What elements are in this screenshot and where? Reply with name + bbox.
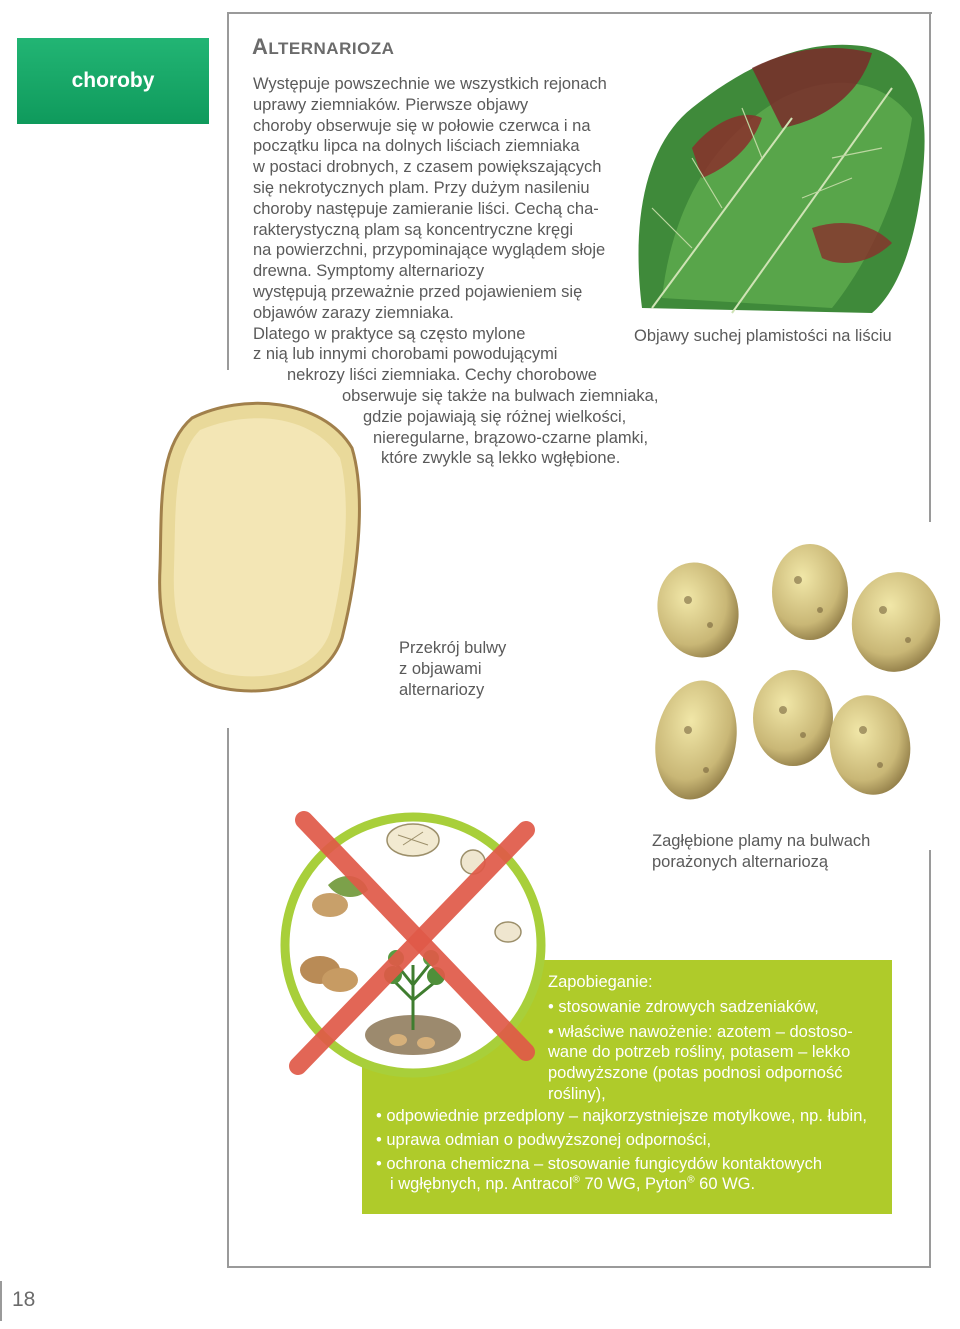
slice-caption-line: Przekrój bulwy bbox=[399, 639, 507, 657]
tubers-caption-line: Zagłębione plamy na bulwach bbox=[652, 832, 871, 850]
slice-caption-line: z objawami bbox=[399, 659, 482, 678]
prevention-list-wide bbox=[376, 1106, 886, 1195]
slice-caption-line: alternariozy bbox=[399, 680, 485, 699]
prevention-item: • odpowiednie przedplony – najkorzystniejsze motylkowe, np. łubin, bbox=[376, 1107, 867, 1125]
frame-top bbox=[228, 12, 932, 14]
body-line: nekrozy liści ziemniaka. Cechy chorobowe bbox=[287, 366, 597, 385]
body-line: które zwykle są lekko wgłębione. bbox=[381, 449, 621, 468]
page-number: 18 bbox=[12, 1288, 36, 1311]
page-number-rule bbox=[0, 1281, 2, 1321]
body-line: w postaci drobnych, z czasem powiększających bbox=[253, 158, 602, 177]
title-rest: LTERNARIOZA bbox=[268, 39, 395, 58]
prevention-item: • stosowanie zdrowych sadzeniaków, bbox=[548, 997, 819, 1016]
leaf-blight-photo bbox=[632, 28, 930, 316]
body-line: nieregularne, brązowo-czarne plamki, bbox=[373, 428, 649, 447]
registered-mark: ® bbox=[572, 1174, 580, 1186]
frame-bottom bbox=[227, 1266, 931, 1268]
potato-slice-photo bbox=[152, 398, 362, 696]
tubers-photo bbox=[648, 540, 948, 820]
body-line: Występuje powszechnie we wszystkich rejonach bbox=[253, 75, 607, 93]
body-line: na powierzchni, przypominające wyglądem słoje bbox=[253, 241, 606, 260]
body-line: choroby obserwuje się w połowie czerwca i na bbox=[253, 116, 591, 135]
body-line: obserwuje się także na bulwach ziemniaka, bbox=[342, 386, 659, 405]
prevention-last-suffix: 60 WG. bbox=[694, 1175, 756, 1194]
prevention-item-last bbox=[376, 1174, 886, 1195]
frame-left-lower bbox=[227, 728, 229, 1268]
body-line: rakterystyczną plam są koncentryczne kręgi bbox=[253, 220, 574, 239]
prevention-item: • uprawa odmian o podwyższonej odporności, bbox=[376, 1130, 712, 1149]
prevention-item: wane do potrzeb rośliny, potasem – lekko bbox=[548, 1043, 851, 1062]
title-initial: A bbox=[252, 34, 269, 59]
registered-mark: ® bbox=[687, 1174, 695, 1186]
prevention-list bbox=[548, 972, 883, 1105]
tubers-caption bbox=[652, 831, 870, 873]
body-line: choroby następuje zamieranie liści. Cechą cha- bbox=[253, 199, 599, 218]
body-line: początku lipca na dolnych liściach ziemniaka bbox=[253, 137, 580, 156]
prevention-last-middle: 70 WG, Pyton bbox=[579, 1175, 688, 1194]
page-title bbox=[252, 34, 394, 60]
body-line: występują przeważnie przed pojawieniem się bbox=[253, 282, 583, 301]
body-line: drewna. Symptomy alternariozy bbox=[253, 262, 485, 281]
frame-left bbox=[227, 12, 229, 370]
leaf-caption: Objawy suchej plamistości na liściu bbox=[634, 327, 892, 345]
prevention-item: • właściwe nawożenie: azotem – dostoso- bbox=[548, 1022, 853, 1041]
body-line: Dlatego w praktyce są często mylone bbox=[253, 324, 526, 343]
body-line: się nekrotycznych plam. Przy dużym nasileniu bbox=[253, 178, 590, 197]
body-line: gdzie pojawiają się różnej wielkości, bbox=[363, 407, 627, 426]
prevention-item: podwyższone (potas podnosi odporność bbox=[548, 1064, 843, 1083]
section-tab: choroby bbox=[17, 38, 209, 124]
body-line: z nią lub innymi chorobami powodującymi bbox=[253, 345, 558, 364]
frame-right-lower bbox=[929, 850, 931, 1268]
prevention-last-prefix: i wgłębnych, np. Antracol bbox=[390, 1175, 573, 1194]
slice-caption bbox=[399, 638, 506, 700]
prevention-item: rośliny), bbox=[548, 1084, 606, 1103]
tubers-caption-line: porażonych alternariozą bbox=[652, 852, 829, 871]
prevention-item: • ochrona chemiczna – stosowanie fungicydów kontaktowych bbox=[376, 1154, 823, 1173]
disease-cycle-crossed-icon bbox=[268, 800, 558, 1090]
body-line: objawów zarazy ziemniaka. bbox=[253, 303, 454, 322]
body-line: uprawy ziemniaków. Pierwsze objawy bbox=[253, 95, 529, 114]
prevention-heading: Zapobieganie: bbox=[548, 973, 653, 991]
